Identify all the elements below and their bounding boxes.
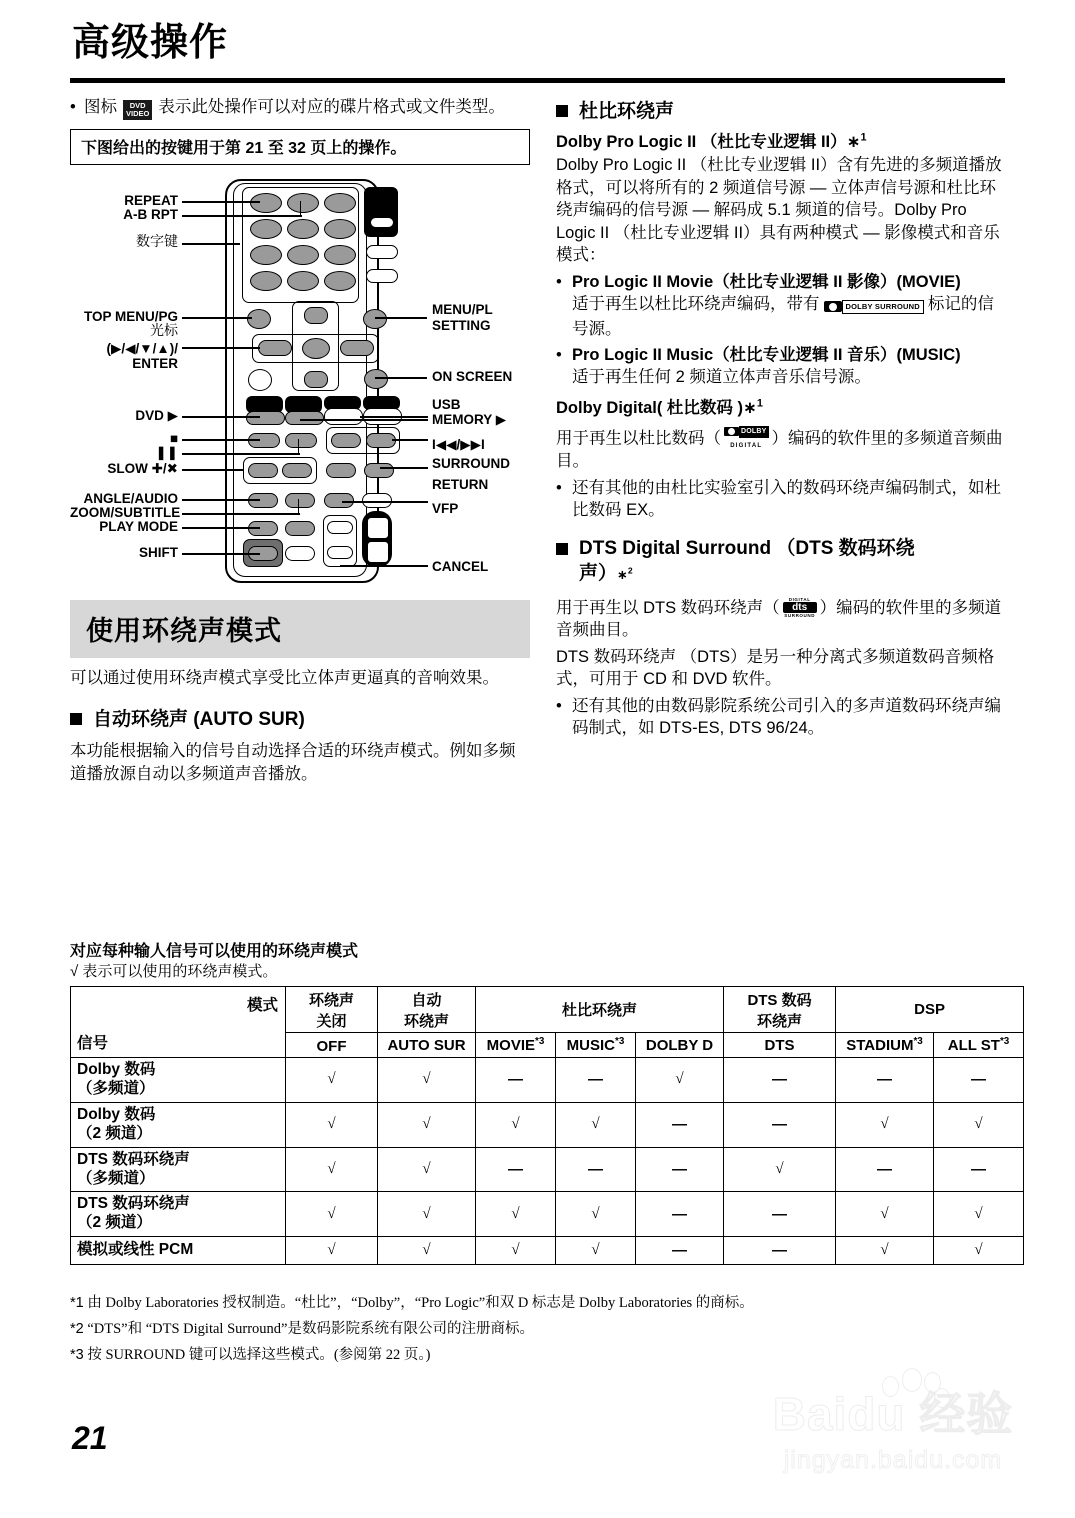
dts-logo-mid: dts xyxy=(783,602,817,613)
pro-logic-movie-text-b: 标记的信号源。 xyxy=(572,295,994,338)
dolby-digital-logo-row1 xyxy=(724,420,769,442)
leader-topmenu xyxy=(182,317,252,318)
cursor-down[interactable] xyxy=(304,371,328,388)
cell: √ xyxy=(836,1102,934,1147)
pro-logic-music-text: 适于再生任何 2 频道立体声音乐信号源。 xyxy=(572,368,871,387)
leader-onscreen xyxy=(375,377,427,378)
table-row xyxy=(71,1058,1024,1103)
cell: √ xyxy=(556,1102,636,1147)
label-enter: ENTER xyxy=(132,356,178,372)
leader-stop xyxy=(182,439,260,440)
label-return: RETURN xyxy=(432,477,489,493)
label-repeat: REPEAT xyxy=(124,193,178,209)
pro-logic-2-footnote-mark: ∗$^1$ xyxy=(846,131,867,151)
leader-repeat xyxy=(182,201,260,202)
leader-angle xyxy=(182,499,260,500)
key-pause[interactable] xyxy=(285,433,317,448)
subheader-text: OFF xyxy=(316,1037,347,1055)
table-group-header-auto xyxy=(378,987,476,1033)
pro-logic-2-title-cn: （杜比专业逻辑 II） xyxy=(700,133,847,151)
key-dvd-play[interactable] xyxy=(246,411,285,425)
footnote-3-text: 按 SURROUND 键可以选择这些模式。(参阅第 22 页。) xyxy=(87,1347,431,1363)
table-row xyxy=(71,1192,1024,1237)
label-menu-pl: MENU/PL xyxy=(432,302,493,318)
auto-surround-para: 本功能根据输入的信号自动选择合适的环绕声模式。例如多频道播放源自动以多频道声音播放。 xyxy=(70,742,516,783)
cell: — xyxy=(934,1058,1024,1103)
bullet-marker: • xyxy=(556,345,562,364)
dvd-icon-line2: VIDEO xyxy=(126,109,150,118)
cell: — xyxy=(556,1147,636,1192)
table-group-header-dolby xyxy=(476,987,724,1033)
dts-para-1 xyxy=(556,597,1006,642)
row-label-dolby-multi xyxy=(71,1058,286,1103)
cell: √ xyxy=(636,1058,724,1103)
label-dvd-play: DVD ▶ xyxy=(135,408,178,424)
page-number: 21 xyxy=(72,1420,108,1456)
cell: √ xyxy=(378,1237,476,1265)
dts-heading-b: （DTS 数码环绕 xyxy=(776,538,915,560)
table-corner-mode-label: 模式 xyxy=(246,997,278,1014)
dts-footnote-mark: ∗$^2$ xyxy=(617,565,633,583)
dts-text-b: ）编码的软件里的多频道音频曲目。 xyxy=(556,598,1002,640)
cell: √ xyxy=(724,1147,836,1192)
table-subheader-all-st xyxy=(934,1033,1024,1058)
baidu-paw-icon xyxy=(878,1368,952,1424)
square-bullet-icon xyxy=(556,543,568,555)
cursor-left[interactable] xyxy=(258,340,292,356)
cell: √ xyxy=(556,1237,636,1265)
leader-cancel xyxy=(340,565,428,566)
key-slow-plus[interactable] xyxy=(248,463,278,478)
row-label-pcm xyxy=(71,1237,286,1265)
watermark-line1: Baidu 经验 xyxy=(772,1388,1014,1440)
dts-bullet xyxy=(556,695,1006,740)
table-subtitle: √ 表示可以使用的环绕声模式。 xyxy=(70,963,278,980)
cell: — xyxy=(724,1192,836,1237)
key-return[interactable] xyxy=(366,433,396,448)
key-menu-pl-setting[interactable] xyxy=(363,309,387,329)
cursor-up[interactable] xyxy=(304,307,328,324)
dolby-digital-title-en: Dolby Digital xyxy=(556,398,657,417)
leader-usb xyxy=(300,419,428,420)
leader-return xyxy=(380,467,428,468)
dolby-digital-footnote-mark: ∗$^1$ xyxy=(743,397,763,417)
row-label-line1: Dolby 数码 xyxy=(77,1105,156,1123)
row-label-dts-multi xyxy=(71,1147,286,1192)
cell: — xyxy=(556,1058,636,1103)
key-slow-minus[interactable] xyxy=(282,463,312,478)
key-aux[interactable] xyxy=(364,463,394,478)
leader-zoom xyxy=(182,513,300,514)
leader-zoom-v xyxy=(298,499,299,514)
surround-mode-table xyxy=(70,986,1024,1265)
label-vfp: VFP xyxy=(432,501,459,517)
table-subheader-stadium xyxy=(836,1033,934,1058)
pro-logic-music-bullet xyxy=(556,344,1006,389)
pro-logic-2-title xyxy=(556,132,1006,153)
cell: — xyxy=(934,1147,1024,1192)
key-zoom-subtitle[interactable] xyxy=(285,493,315,508)
label-cursor-arrows: (▶/◀/▼/▲)/ xyxy=(106,341,178,357)
table-row xyxy=(71,1147,1024,1192)
cell: √ xyxy=(286,1058,378,1103)
row-label-line2: （多频道） xyxy=(77,1079,155,1097)
label-usb: USB xyxy=(432,397,461,413)
key-rocker-top[interactable] xyxy=(367,517,389,539)
table-group-header-dsp xyxy=(836,987,1024,1033)
key-power[interactable] xyxy=(370,217,394,228)
dolby-digital-logo xyxy=(724,420,769,449)
dts-para-2: DTS 数码环绕声 （DTS）是另一种分离式多频道数码音频格式，可用于 CD 和 DVD 软件。 xyxy=(556,647,995,689)
label-zoom-subtitle: ZOOM/SUBTITLE xyxy=(70,505,181,521)
subheader-sup: *3 xyxy=(535,1035,545,1047)
dolby-double-d-icon xyxy=(824,301,842,312)
dolby-surround-heading xyxy=(556,96,1006,123)
subheader-sup: *3 xyxy=(999,1035,1010,1047)
group-header-line1: 杜比环绕声 xyxy=(562,1002,638,1019)
cell: — xyxy=(836,1147,934,1192)
dolby-surround-heading-text: 杜比环绕声 xyxy=(579,101,675,122)
dts-logo-bottom: SURROUND xyxy=(784,612,816,618)
key-on-screen[interactable] xyxy=(364,369,388,389)
key-misc-1[interactable] xyxy=(285,521,315,536)
cell: √ xyxy=(378,1058,476,1103)
subheader-text: AUTO SUR xyxy=(387,1036,466,1054)
row-label-line1: DTS 数码环绕声 xyxy=(77,1150,190,1168)
footnote-1-mark: *1 xyxy=(70,1295,84,1311)
row-label-line2: （2 频道） xyxy=(77,1214,152,1232)
leader-shift xyxy=(182,553,260,554)
cursor-right[interactable] xyxy=(340,340,374,356)
pro-logic-movie-text-a: 适于再生以杜比环绕声编码，带有 xyxy=(572,295,820,314)
cell: — xyxy=(724,1058,836,1103)
table-subheader-off xyxy=(286,1033,378,1058)
group-header-line1: 自动 xyxy=(411,991,442,1009)
subheader-text: MOVIE xyxy=(486,1036,535,1054)
pro-logic-2-title-en: Dolby Pro Logic II xyxy=(556,133,697,151)
dolby-digital-bullet-text: 还有其他的由杜比实验室引入的数码环绕声编码制式，如杜比数码 EX。 xyxy=(572,478,1001,519)
title-divider xyxy=(70,78,1005,83)
subheader-text: DOLBY D xyxy=(645,1036,714,1054)
note-box: 下图给出的按键用于第 21 至 32 页上的操作。 xyxy=(70,129,530,165)
remote-control-diagram xyxy=(70,171,530,586)
cell: √ xyxy=(476,1102,556,1147)
dvd-icon-line1: DVD xyxy=(129,100,146,110)
leader-ab-v xyxy=(300,201,301,216)
pro-logic-music-body xyxy=(572,344,1006,389)
label-skip: I◀◀/▶▶I xyxy=(432,437,485,453)
cell: — xyxy=(476,1147,556,1192)
key-usb-play[interactable] xyxy=(285,411,324,425)
label-cursor: 光标 xyxy=(150,322,178,339)
label-slow: SLOW ✚/✖ xyxy=(107,461,178,477)
label-surround: SURROUND xyxy=(432,456,511,472)
cell: √ xyxy=(836,1237,934,1265)
label-angle-audio: ANGLE/AUDIO xyxy=(83,491,178,507)
surround-intro-para: 可以通过使用环绕声模式享受比立体声更逼真的音响效果。 xyxy=(70,669,499,688)
section-band-surround: 使用环绕声模式 xyxy=(70,600,530,658)
key-rocker-bottom[interactable] xyxy=(367,541,389,563)
cell: √ xyxy=(934,1192,1024,1237)
table-row xyxy=(71,1237,1024,1265)
label-stop: ■ xyxy=(169,431,178,447)
watermark-line2: jingyan.baidu.com xyxy=(783,1446,1003,1474)
label-setting: SETTING xyxy=(432,318,491,334)
row-label-line1: Dolby 数码 xyxy=(77,1061,156,1078)
bullet-marker: • xyxy=(556,696,562,715)
row-label-line1: DTS 数码环绕声 xyxy=(77,1195,190,1213)
row-label-line1: 模拟或线性 PCM xyxy=(77,1241,194,1259)
bullet-marker: • xyxy=(70,98,76,116)
leader-numeric xyxy=(182,243,240,244)
table-corner-signal-label: 信号 xyxy=(77,1035,109,1052)
pro-logic-movie-body xyxy=(572,271,1006,340)
table-group-header-dts xyxy=(724,987,836,1033)
key-vfp[interactable] xyxy=(326,463,356,478)
dolby-digital-title xyxy=(556,398,1006,419)
group-header-line2: 关闭 xyxy=(316,1012,347,1030)
label-top-menu-pg: TOP MENU/PG xyxy=(83,309,178,325)
leader-pause-v xyxy=(298,439,299,454)
table-subheader-auto-sur xyxy=(378,1033,476,1058)
key-prev-track[interactable] xyxy=(324,408,363,425)
dolby-digital-text-a: 用于再生以杜比数码（ xyxy=(556,429,721,448)
cell: — xyxy=(724,1237,836,1265)
cell: √ xyxy=(286,1192,378,1237)
leader-playmode xyxy=(182,527,260,528)
footnote-2 xyxy=(70,1320,534,1339)
dts-logo-top: DIGITAL xyxy=(788,596,811,602)
subheader-text: MUSIC xyxy=(566,1036,615,1054)
dts-heading-a: DTS Digital Surround xyxy=(579,538,772,560)
leader-pause xyxy=(182,453,300,454)
subheader-sup: *3 xyxy=(913,1035,923,1047)
table-corner-cell xyxy=(71,987,286,1058)
label-cancel: CANCEL xyxy=(432,559,489,575)
dolby-digital-text-b: ）编码的软件里的多频道音频曲目。 xyxy=(556,429,1003,471)
row-label-dts-2ch xyxy=(71,1192,286,1237)
label-on-screen: ON SCREEN xyxy=(432,369,513,385)
leader-dvd xyxy=(182,416,260,417)
square-bullet-icon xyxy=(70,713,82,725)
leader-slow xyxy=(182,469,244,470)
group-header-line2: 环绕声 xyxy=(403,1012,449,1030)
pro-logic-movie-title: Pro Logic II Movie（杜比专业逻辑 II 影像）(MOVIE) xyxy=(572,272,961,291)
left-column xyxy=(70,96,530,786)
cell: √ xyxy=(836,1192,934,1237)
right-column xyxy=(556,96,1006,739)
cell: √ xyxy=(378,1192,476,1237)
table-group-header-off xyxy=(286,987,378,1033)
dolby-surround-logo-text: DOLBY SURROUND xyxy=(842,300,924,314)
dolby-digital-para xyxy=(556,420,1006,472)
cell: √ xyxy=(934,1102,1024,1147)
key-surround[interactable] xyxy=(331,433,361,448)
dts-heading-text xyxy=(579,537,915,586)
key-display[interactable] xyxy=(366,269,398,283)
power-block xyxy=(364,187,398,237)
intro-bullet-text xyxy=(84,96,530,120)
table-row xyxy=(71,1102,1024,1147)
dolby-surround-logo xyxy=(824,295,924,317)
key-stop[interactable] xyxy=(248,433,280,448)
subheader-text: STADIUM xyxy=(846,1036,914,1054)
dts-text-a: 用于再生以 DTS 数码环绕声（ xyxy=(556,598,780,617)
subheader-text: ALL ST xyxy=(947,1036,1000,1054)
group-header-line1: 环绕声 xyxy=(308,991,354,1009)
footnote-1 xyxy=(70,1294,754,1313)
table-header-row-1 xyxy=(71,987,1024,1033)
footnote-3-mark: *3 xyxy=(70,1347,84,1363)
cell: — xyxy=(636,1147,724,1192)
cell: √ xyxy=(378,1102,476,1147)
label-pause: ❚❚ xyxy=(155,445,178,461)
auto-surround-heading-text: 自动环绕声 (AUTO SUR) xyxy=(93,709,305,731)
cell: √ xyxy=(556,1192,636,1237)
cell: √ xyxy=(286,1102,378,1147)
pro-logic-music-title: Pro Logic II Music（杜比专业逻辑 II 音乐）(MUSIC) xyxy=(572,345,961,364)
group-header-line1: DSP xyxy=(914,1001,945,1018)
cell: √ xyxy=(286,1147,378,1192)
table-subheader-dts xyxy=(724,1033,836,1058)
dts-heading xyxy=(556,537,1006,586)
group-header-line1: DTS 数码 xyxy=(747,991,812,1009)
cell: — xyxy=(636,1237,724,1265)
intro-bullet-prefix: 图标 xyxy=(84,98,117,116)
leader-ab xyxy=(182,215,302,216)
key-volume-up[interactable] xyxy=(327,521,353,534)
dvd-video-icon xyxy=(123,100,152,121)
cell: — xyxy=(724,1102,836,1147)
subheader-text: DTS xyxy=(764,1036,795,1054)
leader-skip xyxy=(360,416,428,417)
group-header-line2: 环绕声 xyxy=(757,1012,803,1030)
cell: — xyxy=(636,1102,724,1147)
key-angle-audio[interactable] xyxy=(248,493,278,508)
dolby-digital-logo-top: DOLBY xyxy=(739,426,769,438)
intro-bullet-body: 表示此处操作可以对应的碟片格式或文件类型。 xyxy=(158,98,505,116)
cell: √ xyxy=(286,1237,378,1265)
table-subheader-music xyxy=(556,1033,636,1058)
key-play-mode[interactable] xyxy=(248,521,278,536)
label-play-mode: PLAY MODE xyxy=(99,519,178,535)
label-numeric-keys: 数字键 xyxy=(136,233,178,250)
bullet-marker: • xyxy=(556,478,562,497)
footnote-3 xyxy=(70,1346,431,1365)
key-open-close[interactable] xyxy=(366,245,398,259)
cell: √ xyxy=(378,1147,476,1192)
table-subheader-dolby-d xyxy=(636,1033,724,1058)
footnote-2-text: “DTS”和 “DTS Digital Surround”是数码影院系统有限公司的注册商标。 xyxy=(87,1321,534,1337)
footnote-1-text: 由 Dolby Laboratories 授权制造。“杜比”，“Dolby”，“Pro Logic”和双 D 标志是 Dolby Laboratories 的商标。 xyxy=(87,1295,754,1311)
key-volume-down[interactable] xyxy=(327,546,353,559)
leader-vfp xyxy=(342,501,428,502)
leader-surround xyxy=(392,439,428,440)
row-label-dolby-2ch xyxy=(71,1102,286,1147)
dts-heading-c: 声） xyxy=(579,563,618,585)
dolby-digital-logo-bottom: DIGITAL xyxy=(730,442,763,449)
dts-bullet-text: 还有其他的由数码影院系统公司引入的多声道数码环绕声编码制式，如 DTS-ES, DTS 96/24。 xyxy=(572,696,1001,737)
row-label-line2: （多频道） xyxy=(77,1169,155,1187)
cell: √ xyxy=(934,1237,1024,1265)
footnote-2-mark: *2 xyxy=(70,1321,84,1337)
intro-bullet xyxy=(70,96,530,120)
pro-logic-2-para: Dolby Pro Logic II （杜比专业逻辑 II）含有先进的多频道播放格式，可以将所有的 2 频道信号源 — 立体声信号源和杜比环绕声编码的信号源 — 解码成 5.1 频道的信号。Dolby Pro Logic II （杜比专业逻辑 II）具有两种模式 — 影像模式和音乐模式： xyxy=(556,156,1002,265)
label-memory: MEMORY ▶ xyxy=(432,412,507,428)
cell: √ xyxy=(476,1237,556,1265)
auto-surround-heading xyxy=(70,704,530,731)
square-bullet-icon xyxy=(556,105,568,117)
key-blank-2[interactable] xyxy=(285,546,315,561)
subheader-sup: *3 xyxy=(615,1035,625,1047)
dolby-digital-bullet xyxy=(556,477,1006,522)
cell: — xyxy=(836,1058,934,1103)
cell: — xyxy=(636,1192,724,1237)
cell: √ xyxy=(476,1192,556,1237)
row-label-line2: （2 频道） xyxy=(77,1124,152,1142)
table-subheader-movie xyxy=(476,1033,556,1058)
dolby-digital-title-cn: ( 杜比数码 ) xyxy=(656,398,744,417)
dts-logo xyxy=(783,597,817,618)
label-ab-rpt: A-B RPT xyxy=(123,207,178,223)
label-shift: SHIFT xyxy=(139,545,178,561)
page-title: 高级操作 xyxy=(72,22,229,64)
table-title: 对应每种输人信号可以使用的环绕声模式 xyxy=(70,943,359,960)
bullet-marker: • xyxy=(556,272,562,291)
cell: — xyxy=(476,1058,556,1103)
leader-menupl xyxy=(375,317,427,318)
leader-cursor xyxy=(182,347,260,348)
dolby-double-d-icon xyxy=(724,427,739,436)
pro-logic-movie-bullet xyxy=(556,271,1006,340)
